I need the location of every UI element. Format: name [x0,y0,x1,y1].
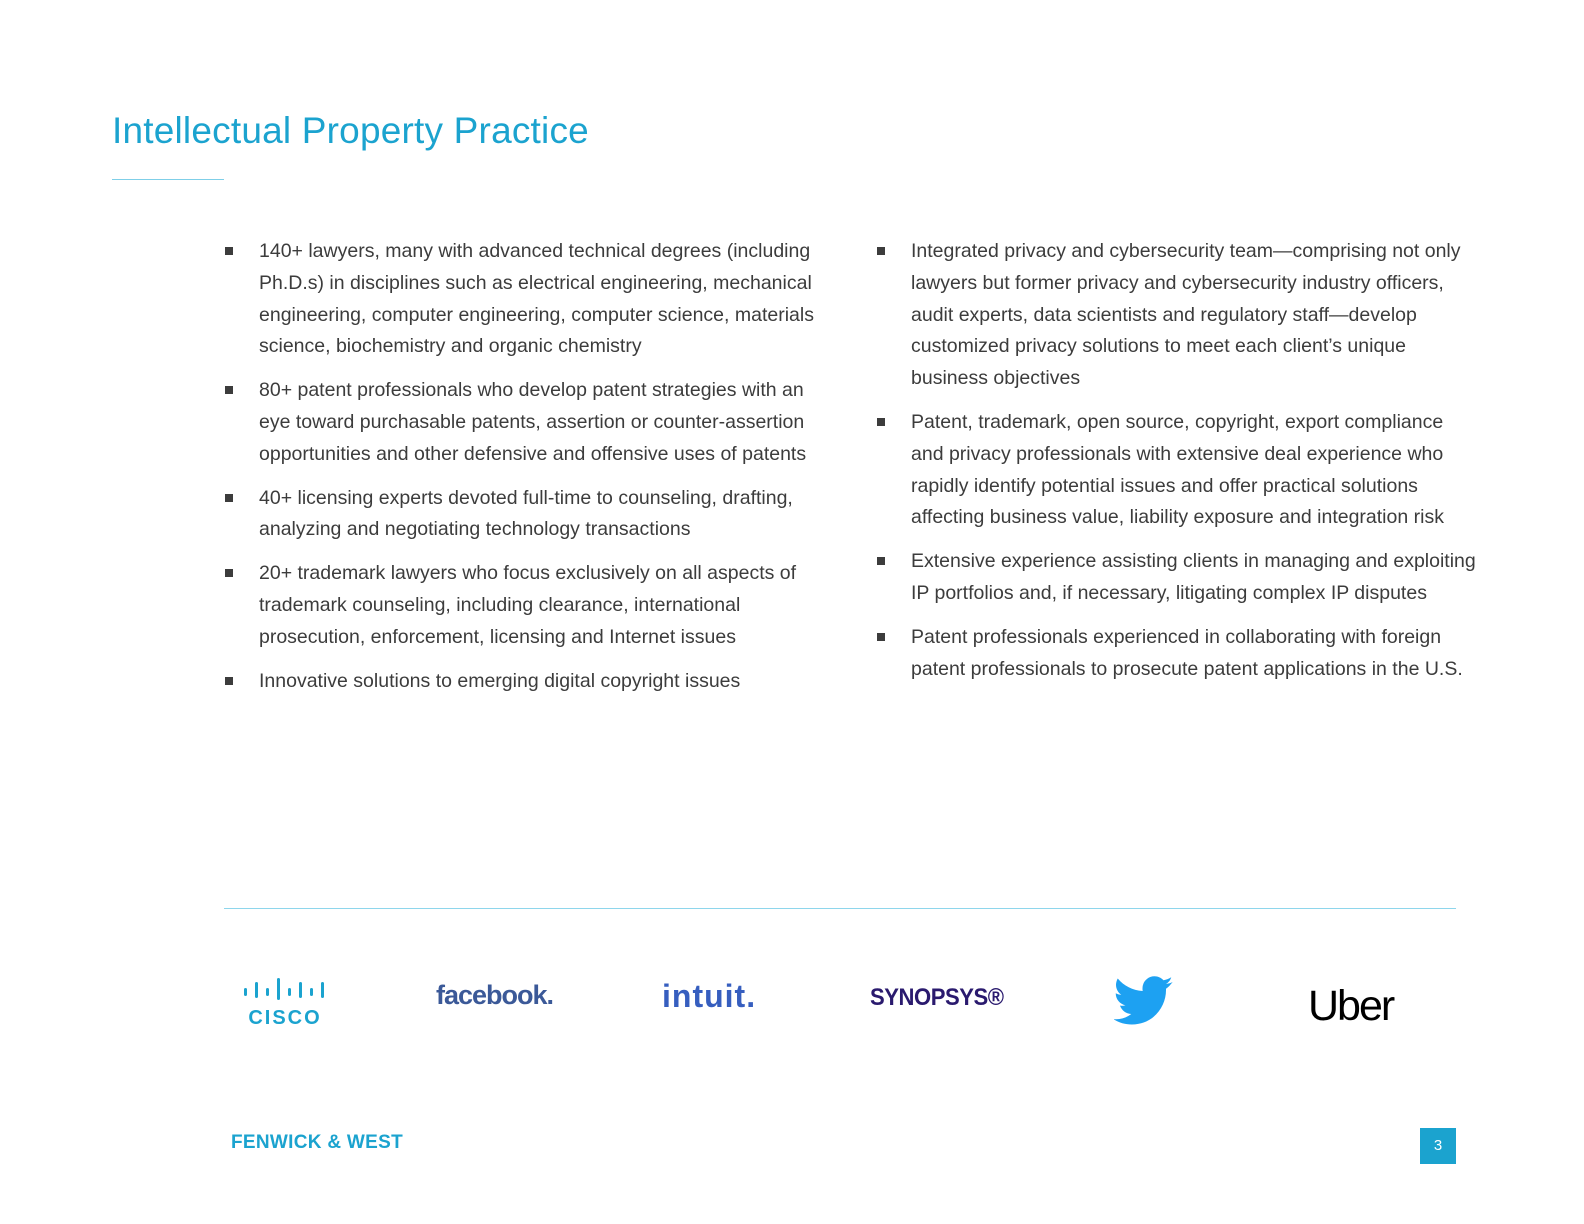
bullet-square-icon [225,677,233,685]
list-item [224,558,824,653]
list-item [876,236,1476,395]
page-number-badge: 3 [1420,1128,1456,1164]
list-item [876,546,1476,610]
synopsys-logo: SYNOPSYS® [870,984,1004,1011]
bullet-text: Patent professionals experienced in collaborating with foreign patent professionals to prosecute patent applications in the U.S. [911,625,1463,680]
bullet-text: Extensive experience assisting clients in managing and exploiting IP portfolios and, if necessary, litigating complex IP disputes [911,550,1476,604]
cisco-wordmark: CISCO [248,1007,322,1028]
bullet-square-icon [225,569,233,577]
cisco-bars-icon [236,974,336,1028]
bullet-text: 140+ lawyers, many with advanced technical degrees (including Ph.D.s) in disciplines such as electrical engineering, mechanical engineering, computer engineering, computer science, materials science, biochemistry and organic chemistry [259,240,814,358]
list-item [224,483,824,547]
bullet-square-icon [225,494,233,502]
bullet-text: 20+ trademark lawyers who focus exclusively on all aspects of trademark counseling, including clearance, international prosecution, enforcement, licensing and Internet issues [259,562,797,648]
bullet-square-icon [225,247,233,255]
bullet-square-icon [877,557,885,565]
section-divider [224,908,1456,909]
fenwick-west-logo: FENWICK & WEST [231,1132,404,1153]
bullet-text: 80+ patent professionals who develop patent strategies with an eye toward purchasable patents, assertion or counter-assertion opportunities and other defensive and offensive uses of patents [259,379,807,465]
facebook-logo: facebook. [436,980,554,1010]
bullet-text: Innovative solutions to emerging digital copyright issues [259,669,741,692]
bullet-text: Integrated privacy and cybersecurity team—comprising not only lawyers but former privacy and cybersecurity industry officers, audit experts, data scientists and regulatory staff—develop customized privacy solutions to meet each client’s unique business objectives [911,240,1461,390]
list-item [876,407,1476,534]
bullet-square-icon [877,247,885,255]
page-title: Intellectual Property Practice [112,110,589,151]
list-item [224,375,824,470]
left-bullet-list [224,236,824,709]
bullet-square-icon [877,633,885,641]
bullet-square-icon [877,418,885,426]
bullet-text: Patent, trademark, open source, copyright, export compliance and privacy professionals with extensive deal experience who rapidly identify potential issues and offer practical solutions affecting business value, liability exposure and integration risk [911,410,1444,529]
intuit-logo: intuit. [662,978,757,1014]
right-bullet-list [876,236,1476,697]
title-underline [112,179,224,180]
bullet-square-icon [225,386,233,394]
twitter-bird-icon [1114,976,1174,1026]
list-item [224,236,824,363]
list-item [876,622,1476,686]
cisco-logo [236,974,336,1028]
list-item [224,666,824,698]
uber-logo: Uber [1308,982,1394,1030]
bullet-text: 40+ licensing experts devoted full-time to counseling, drafting, analyzing and negotiating technology transactions [259,486,793,541]
